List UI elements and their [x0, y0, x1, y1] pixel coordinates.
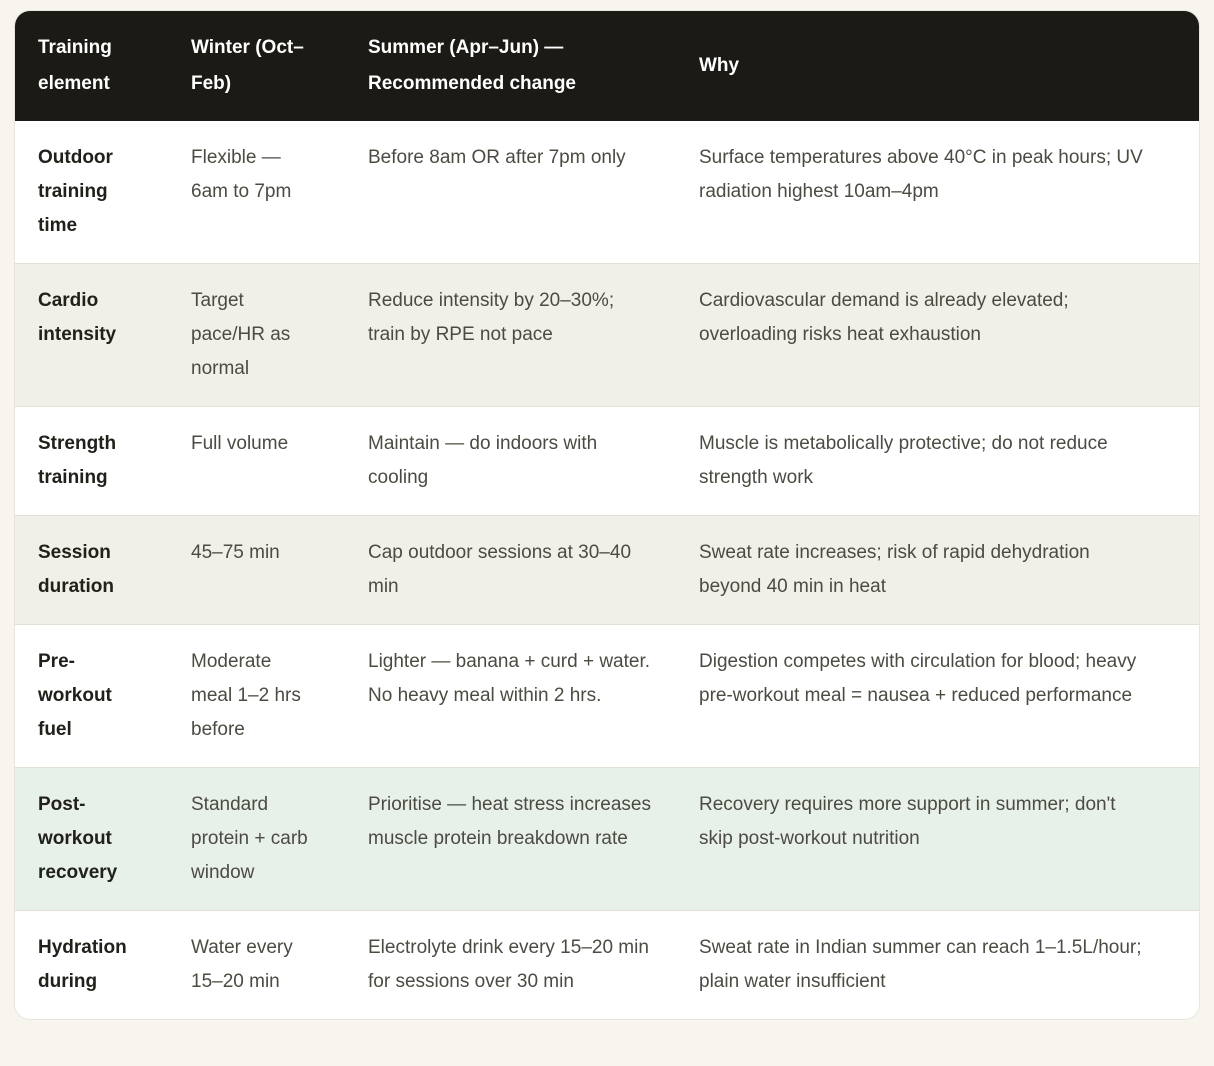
- cell-summer: Electrolyte drink every 15–20 min for sessions over 30 min: [344, 911, 675, 1020]
- cell-element: Pre-workout fuel: [15, 625, 167, 768]
- cell-why: Cardiovascular demand is already elevated; overloading risks heat exhaustion: [675, 264, 1200, 407]
- cell-summer: Maintain — do indoors with cooling: [344, 407, 675, 516]
- cell-winter: Full volume: [167, 407, 344, 516]
- cell-winter: Standard protein + carb window: [167, 768, 344, 911]
- cell-summer: Prioritise — heat stress increases muscle protein breakdown rate: [344, 768, 675, 911]
- header-row: [15, 11, 1200, 121]
- cell-winter: Flexible — 6am to 7pm: [191, 147, 292, 202]
- cell-why: Sweat rate in Indian summer can reach 1–1.5L/hour; plain water insufficient: [675, 911, 1200, 1020]
- table-row: [15, 911, 1200, 1020]
- column-header-training-element: Training element: [15, 11, 167, 121]
- table-row: [15, 264, 1200, 407]
- cell-element: Post-workout recovery: [15, 768, 167, 911]
- column-header-summer-change: Summer (Apr–Jun) — Recommended change: [344, 11, 675, 121]
- training-adjustments-table: [15, 11, 1200, 1019]
- cell-element: Hydration during: [15, 911, 167, 1020]
- cell-why: Sweat rate increases; risk of rapid dehydration beyond 40 min in heat: [675, 516, 1200, 625]
- cell-winter: Target pace/HR as normal: [167, 264, 344, 407]
- cell-why: Surface temperatures above 40°C in peak hours; UV radiation highest 10am–4pm: [699, 147, 1143, 202]
- cell-why: Muscle is metabolically protective; do not reduce strength work: [675, 407, 1200, 516]
- cell-element: Strength training: [15, 407, 167, 516]
- table-row: [15, 768, 1200, 911]
- table-row: [15, 407, 1200, 516]
- column-header-why: Why: [675, 11, 1200, 121]
- cell-winter: Water every 15–20 min: [167, 911, 344, 1020]
- table-header: [15, 11, 1200, 121]
- cell-element: Session duration: [15, 516, 167, 625]
- cell-why: Recovery requires more support in summer; don't skip post-workout nutrition: [675, 768, 1200, 911]
- column-header-winter: Winter (Oct–Feb): [167, 11, 344, 121]
- cell-element: Cardio intensity: [15, 264, 167, 407]
- cell-summer: Before 8am OR after 7pm only: [368, 147, 626, 168]
- table-row: [15, 516, 1200, 625]
- table-body: [15, 121, 1200, 1019]
- cell-winter: Moderate meal 1–2 hrs before: [167, 625, 344, 768]
- cell-summer: Cap outdoor sessions at 30–40 min: [344, 516, 675, 625]
- cell-element: Outdoor training time: [38, 147, 113, 236]
- cell-why: Digestion competes with circulation for blood; heavy pre-workout meal = nausea + reduced performance: [675, 625, 1200, 768]
- cell-winter: 45–75 min: [167, 516, 344, 625]
- table-row: [15, 121, 1200, 264]
- cell-summer: Lighter — banana + curd + water. No heavy meal within 2 hrs.: [344, 625, 675, 768]
- training-adjustments-card: [14, 10, 1200, 1020]
- cell-summer: Reduce intensity by 20–30%; train by RPE not pace: [344, 264, 675, 407]
- table-row: [15, 625, 1200, 768]
